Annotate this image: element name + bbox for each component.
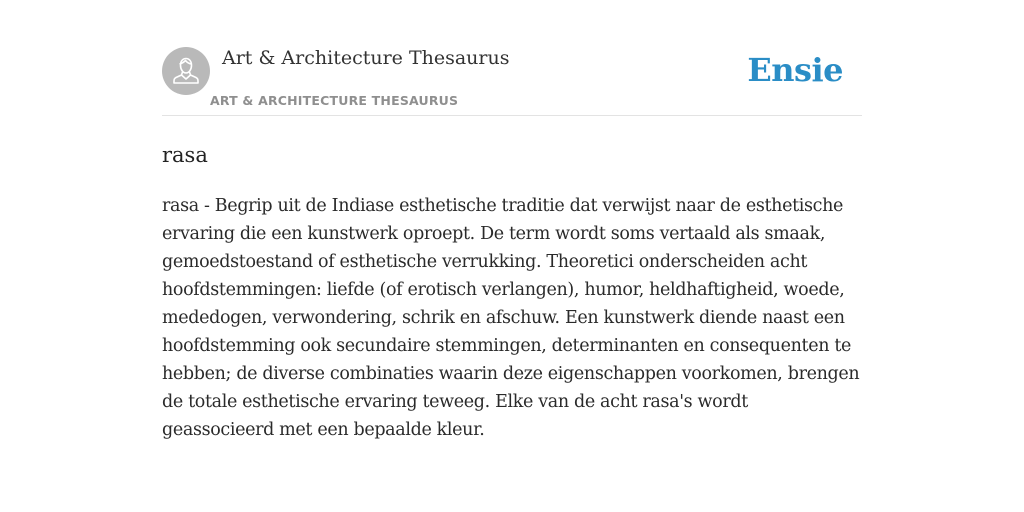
author-avatar[interactable]	[162, 47, 210, 95]
user-silhouette-icon	[162, 47, 210, 95]
author-name-link[interactable]: Art & Architecture Thesaurus	[222, 47, 510, 69]
author-source-label[interactable]: ART & ARCHITECTURE THESAURUS	[210, 93, 459, 108]
brand-logo[interactable]: Ensie	[747, 51, 843, 89]
entry-header	[162, 0, 862, 116]
entry-term-title: rasa	[162, 143, 208, 167]
content-container	[162, 0, 862, 440]
entry-definition: rasa - Begrip uit de Indiase esthetische traditie dat verwijst naar de esthetische ervaring die een kunstwerk oproept. De term wordt soms vertaald als smaak, gemoedstoestand of esthetische verrukking. Theoretici onderscheiden acht hoofdstemmingen: liefde (of erotisch verlangen), humor, heldhaftigheid, woede, mededogen, verwondering, schrik en afschuw. Een kunstwerk diende naast een hoofdstemming ook secundaire stemmingen, determinanten en consequenten te hebben; de diverse combinaties waarin deze eigenschappen voorkomen, brengen de totale esthetische ervaring teweeg. Elke van de acht rasa's wordt geassocieerd met een bepaalde kleur.	[162, 196, 860, 440]
